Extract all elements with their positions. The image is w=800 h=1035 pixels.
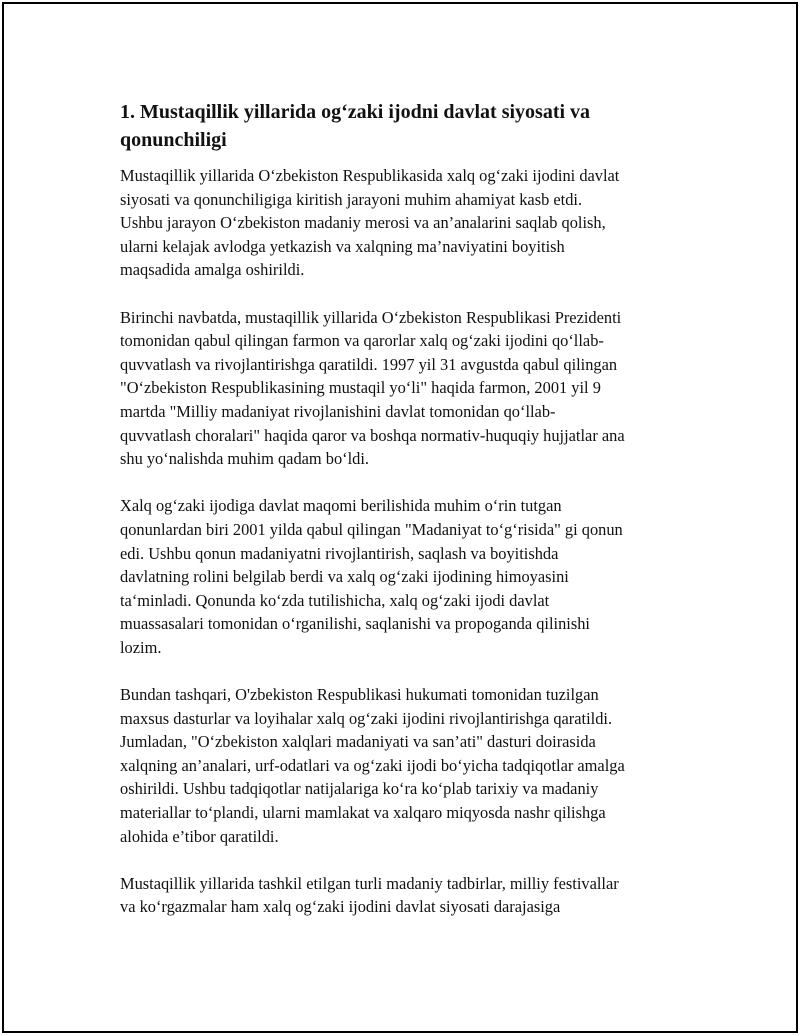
- document-page: [2, 2, 798, 1033]
- paragraph-2: Birinchi navbatda, mustaqillik yillarida O‘zbekiston Respublikasi Prezidenti tomonidan qabul qilingan farmon va qarorlar xalq og‘zaki ijodini qo‘llab- quvvatlash va rivojlantirishga qaratildi. 1997 yil 31 avgustda qabul qilingan "O‘zbekiston Respublikasining mustaqil yo‘li" haqida farmon, 2001 yil 9 martda "Milliy madaniyat rivojlanishini davlat tomonidan qo‘llab- quvvatlash choralari" haqida qaror va boshqa normativ-huquqiy hujjatlar ana shu yo‘nalishda muhim qadam bo‘ldi.: [120, 307, 625, 469]
- paragraph-3: Xalq og‘zaki ijodiga davlat maqomi berilishida muhim o‘rin tutgan qonunlardan biri 2001 yilda qabul qilingan "Madaniyat to‘g‘risida" gi qonun edi. Ushbu qonun madaniyatni rivojlantirish, saqlash va boyitishda davlatning rolini belgilab berdi va xalq og‘zaki ijodining himoyasini ta‘minladi. Qonunda ko‘zda tutilishicha, xalq og‘zaki ijodi davlat muassasalari tomonidan o‘rganilishi, saqlanishi va propoganda qilinishi lozim.: [120, 496, 623, 657]
- paragraph-4: Bundan tashqari, O'zbekiston Respublikasi hukumati tomonidan tuzilgan maxsus dasturlar va loyihalar xalq og‘zaki ijodini rivojlantirishga qaratildi. Jumladan, "O‘zbekiston xalqlari madaniyati va san’ati" dasturi doirasida xalqning an’analari, urf-odatlari va og‘zaki ijodi bo‘yicha tadqiqotlar amalga oshirildi. Ushbu tadqiqotlar natijalariga ko‘ra ko‘plab tarixiy va madaniy materiallar to‘plandi, ularni mamlakat va xalqaro miqyosda nashr qilishga alohida e’tibor qaratildi.: [120, 685, 625, 846]
- document-body: [120, 98, 700, 943]
- paragraph-5: Mustaqillik yillarida tashkil etilgan turli madaniy tadbirlar, milliy festivallar va ko‘rgazmalar ham xalq og‘zaki ijodini davlat siyosati darajasiga: [120, 873, 619, 917]
- paragraph-1: Mustaqillik yillarida O‘zbekiston Respublikasida xalq og‘zaki ijodini davlat siyosati va qonunchiligiga kiritish jarayoni muhim ahamiyat kasb etdi. Ushbu jarayon O‘zbekiston madaniy merosi va an’analarini saqlab qolish, ularni kelajak avlodga yetkazish va xalqning ma’naviyatini boyitish maqsadida amalga oshirildi.: [120, 166, 620, 280]
- section-heading: 1. Mustaqillik yillarida og‘zaki ijodni davlat siyosati va qonunchiligi: [120, 101, 591, 151]
